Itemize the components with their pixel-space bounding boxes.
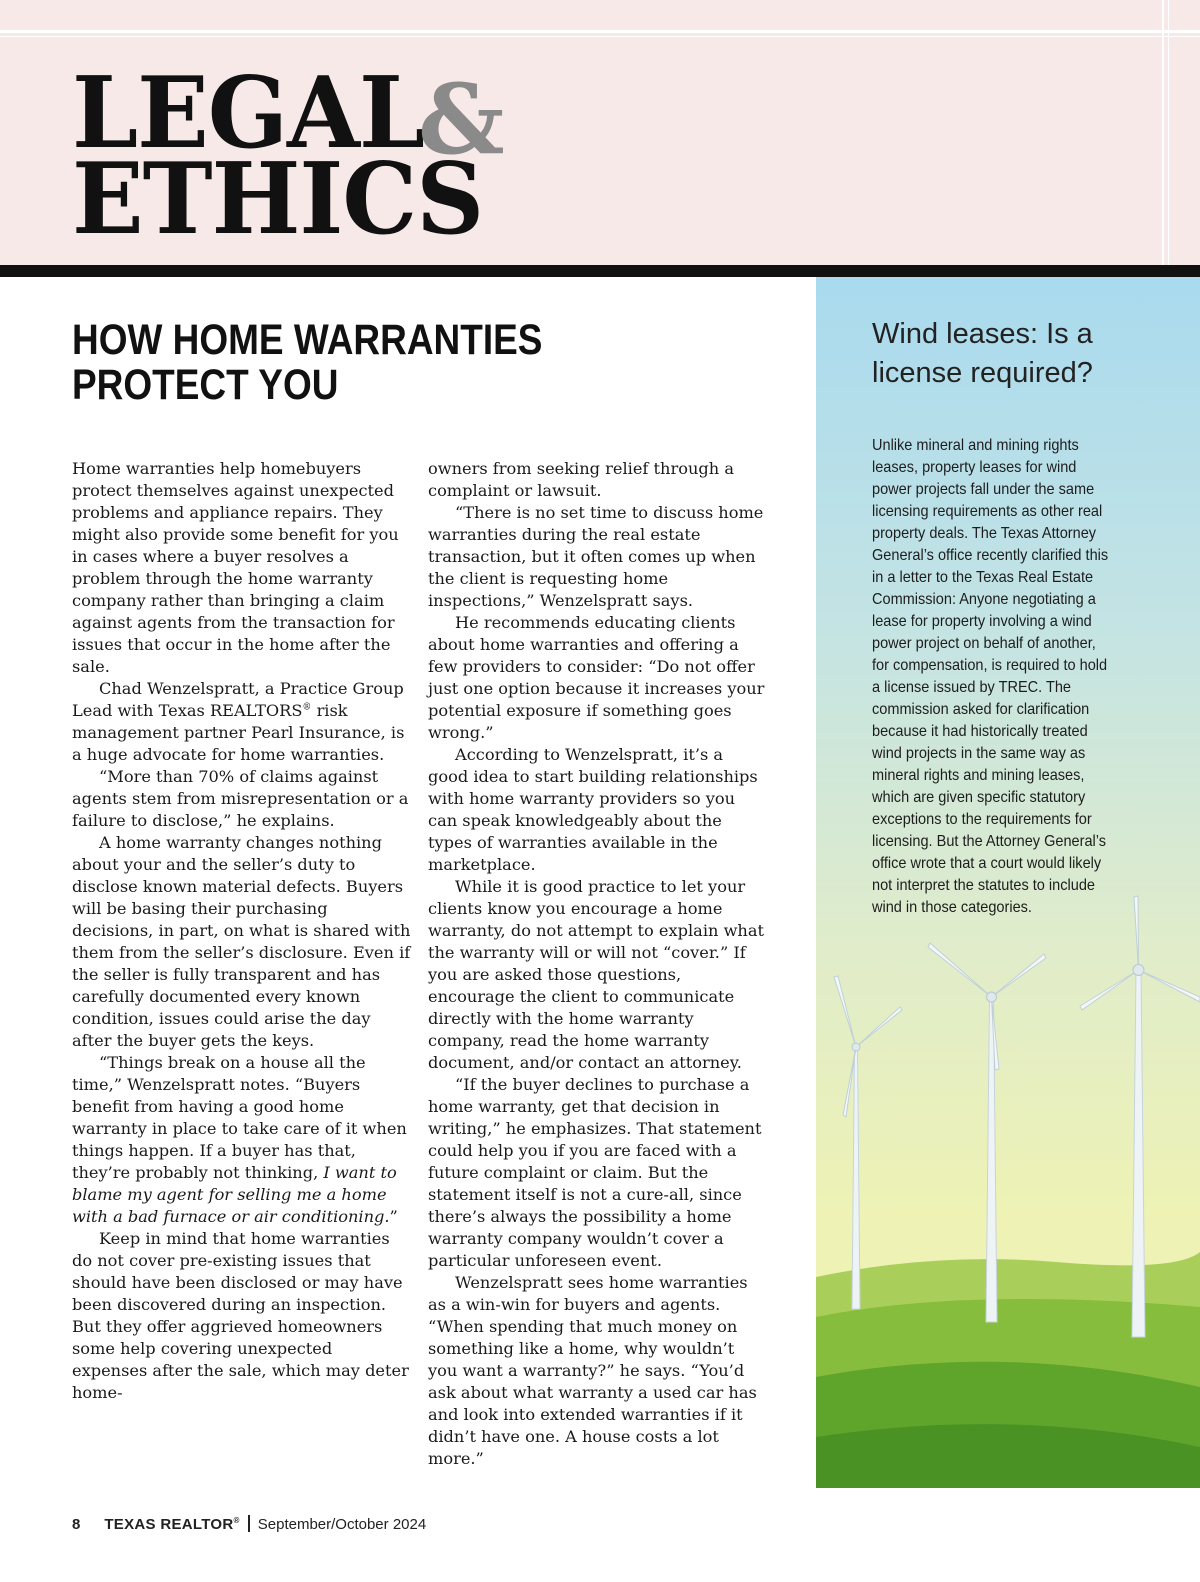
headline-line: HOW HOME WARRANTIES [72, 316, 543, 364]
section-header [0, 0, 1200, 265]
italic-quote: I want to blame my agent for selling me a home with a bad furnace or air conditioning. [72, 1163, 397, 1226]
turbine-small [834, 976, 902, 1309]
page-footer [72, 1515, 426, 1533]
article-paragraph [72, 1052, 412, 1228]
issue-date: September/October 2024 [257, 1516, 427, 1533]
article-paragraph: He recommends educating clients about home warranties and offering a few providers to consider: “Do not offer just one option because it increases your potential exposure if something goes wrong.” [428, 613, 765, 742]
article-column-2 [428, 458, 768, 1470]
article-paragraph: “More than 70% of claims against agents stem from misrepresentation or a failure to disclose,” he explains. [72, 767, 409, 830]
sidebar-panel [816, 277, 1200, 1488]
header-divider [0, 265, 1200, 277]
paragraph-text: ” [389, 1207, 398, 1226]
section-title-legal: LEGAL [72, 55, 425, 172]
registered-mark: ® [233, 1516, 240, 1525]
article-column-1 [72, 458, 412, 1404]
article-paragraph: Wenzelspratt sees home warranties as a win-win for buyers and agents. “When spending that much money on something like a home, why wouldn’t you want a warranty?” he says. “You’d ask about what warranty a used car has and look into extended warranties if it didn’t have one. A house costs a lot more.” [428, 1273, 757, 1468]
article-paragraph: According to Wenzelspratt, it’s a good idea to start building relationships with home warranty providers so you can speak knowledgeably about the types of warranties available in the marketplace. [428, 745, 758, 874]
sidebar-body: Unlike mineral and mining rights leases, property leases for wind power projects fall under the same licensing requirements as other real property deals. The Texas Attorney General’s office recently clarified this in a letter to the Texas Real Estate Commission: Anyone negotiating a lease for property involving a wind power project on behalf of another, for compensation, is required to hold a license issued by TREC. The commission asked for clarification because it had historically treated wind projects in the same way as mineral rights and mining leases, which are given specific statutory exceptions to the requirements for licensing. But the Attorney General’s office wrote that a court would likely not interpret the statutes to include wind in those categories. [872, 437, 1109, 916]
sidebar-title-line: Wind leases: Is a [872, 318, 1093, 350]
article-paragraph: owners from seeking relief through a complaint or lawsuit. [428, 459, 734, 500]
paragraph-text: “Things break on a house all the time,” Wenzelspratt notes. “Buyers benefit from having a good home warranty in place to take care of it when things happen. If a buyer has that, they’re probably not thinking, [72, 1053, 407, 1182]
paragraph-text: Chad Wenzelspratt, a Practice Group Lead with Texas REALTORS [72, 679, 404, 720]
article-headline [72, 318, 674, 408]
section-title-ampersand: & [418, 63, 505, 176]
sidebar-title-line: license required? [872, 357, 1093, 389]
header-rule [0, 30, 1200, 33]
registered-mark: ® [302, 702, 312, 713]
header-rule [1168, 0, 1169, 265]
article-paragraph: “If the buyer declines to purchase a home warranty, get that decision in writing,” he emphasizes. That statement could help you if you are faced with a future complaint or claim. But the statement itself is not a cure-all, since there’s always the possibility a home warranty company wouldn’t cover a particular unforeseen event. [428, 1075, 762, 1270]
publication-name [104, 1516, 239, 1533]
header-rule [1162, 0, 1164, 265]
article-paragraph [72, 678, 412, 766]
article-paragraph: A home warranty changes nothing about your and the seller’s duty to disclose known material defects. Buyers will be basing their purchasing decisions, in part, on what is shared with them from the seller’s disclosure. Even if the seller is fully transparent and has carefully documented every known condition, issues could arise the day after the buyer gets the keys. [72, 833, 411, 1050]
article-paragraph: Keep in mind that home warranties do not cover pre-existing issues that should have been disclosed or may have been discovered during an inspection. But they offer aggrieved homeowners some help covering unexpected expenses after the sale, which may deter home- [72, 1229, 409, 1402]
section-title-ethics: ETHICS [72, 141, 484, 258]
page-number: 8 [72, 1516, 81, 1533]
publication-name-text: TEXAS REALTOR [104, 1516, 234, 1533]
headline-line: PROTECT YOU [72, 361, 339, 409]
article-paragraph: Home warranties help homebuyers protect themselves against unexpected problems and appliance repairs. They might also provide some benefit for you in cases where a buyer resolves a problem through the home warranty company rather than bringing a claim against agents from the transaction for issues that occur in the home after the sale. [72, 459, 399, 676]
footer-separator [248, 1515, 250, 1532]
sidebar-title [872, 315, 1182, 393]
article-paragraph: “There is no set time to discuss home warranties during the real estate transaction, but it often comes up when the client is requesting home inspections,” Wenzelspratt says. [428, 503, 764, 610]
paragraph-text: risk management partner Pearl Insurance, is a huge advocate for home warranties. [72, 701, 405, 764]
header-rule [0, 36, 1200, 37]
article-paragraph: While it is good practice to let your clients know you encourage a home warranty, do not attempt to explain what the warranty will or will not “cover.” If you are asked those questions, encourage the client to communicate directly with the home warranty company, read the home warranty document, and/or contact an attorney. [428, 877, 765, 1072]
